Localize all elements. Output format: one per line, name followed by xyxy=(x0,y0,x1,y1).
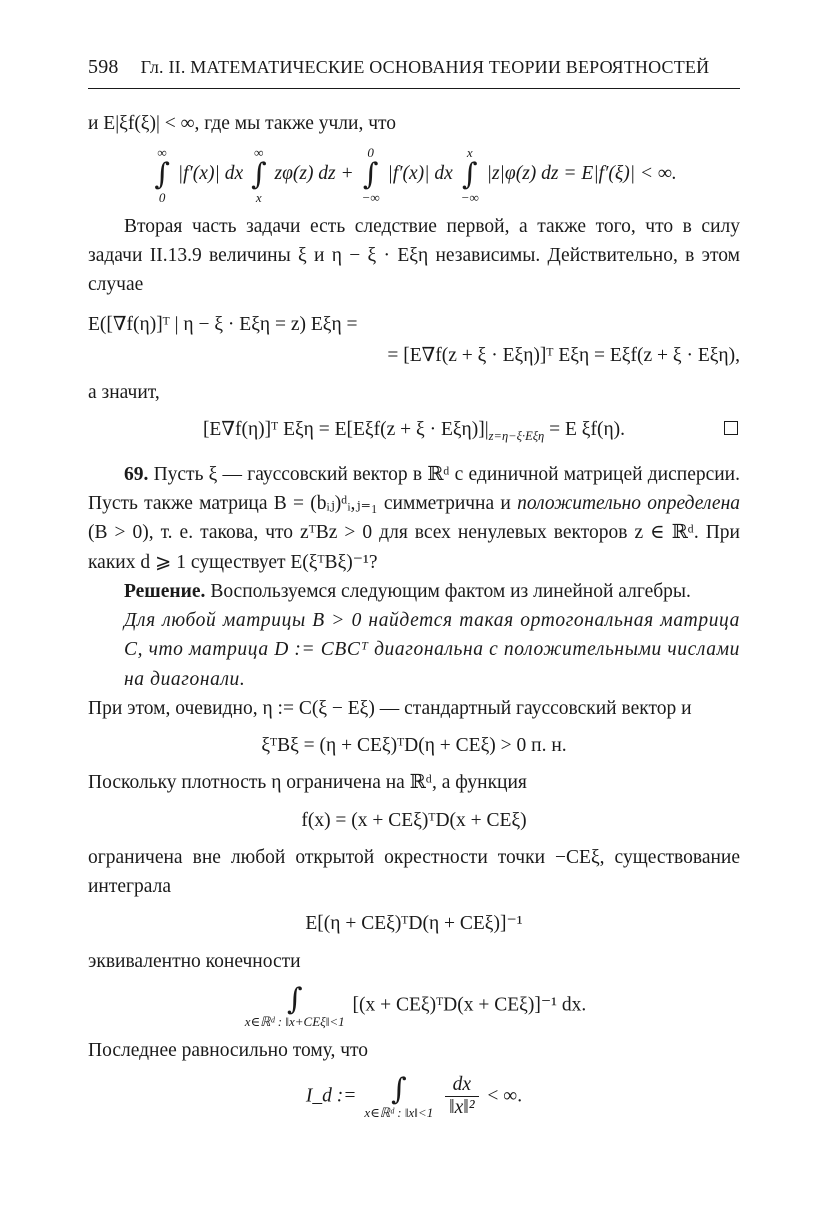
equation-8: I_d := ∫ x∈ℝᵈ : ‖x‖<1 $\frac{dx}{\text{‖x‖²}}$ < ∞. xyxy=(305,1072,523,1120)
qed-square-icon xyxy=(724,421,738,435)
problem-69: 69. Пусть ξ — гауссовский вектор в ℝᵈ с единичной матрицей дисперсии. Пусть также матрица B = (bᵢⱼ)ᵈᵢ,ⱼ₌₁ симметрична и положительно определена (B > 0), т. е. такова, что zᵀBz > 0 для всех ненулевых векторов z ∈ ℝᵈ. При каких d ⩾ 1 существует E(ξᵀBξ)⁻¹? xyxy=(88,463,741,573)
equation-2-line-1: E([∇f(η)]ᵀ | η − ξ · Eξη = z) Eξη = xyxy=(88,313,358,335)
paragraph-8: ограничена вне любой открытой окрестности точки −CEξ, существование интеграла xyxy=(88,846,740,898)
paragraph-10: Последнее равносильно тому, что xyxy=(88,1040,369,1062)
paragraph-3: а значит, xyxy=(88,382,160,403)
running-header xyxy=(88,52,740,89)
equation-2-line-2: = [E∇f(z + ξ · Eξη)]ᵀ Eξη = Eξf(z + ξ · Eξη), xyxy=(387,344,740,366)
theorem-statement: Для любой матрицы B > 0 найдется такая ортогональная матрица C, что матрица D := CBCᵀ диагональна с положительными числами на диагонали. xyxy=(124,610,740,690)
paragraph-1: и E|ξf(ξ)| < ∞, где мы также учли, что xyxy=(88,113,397,134)
solution-label: Решение. xyxy=(124,580,206,602)
paragraph-6: При этом, очевидно, η := C(ξ − Eξ) — стандартный гауссовский вектор и xyxy=(88,697,692,719)
paragraph-9: эквивалентно конечности xyxy=(88,950,301,972)
integral-domain: ∫ x∈ℝᵈ : ‖x+CEξ‖<1 xyxy=(244,981,345,1030)
paragraph-2: Вторая часть задачи есть следствие первой, а также того, что в силу задачи II.13.9 величины ξ и η − ξ · Eξη независимы. Действительно, в этом случае xyxy=(88,215,740,296)
integral-3: 0 ∫ −∞ xyxy=(361,145,380,205)
equation-3: [E∇f(η)]ᵀ $E\xi\eta = E[E\xi f(z + \xi \cdot E\xi\eta)]|_{z=\eta-\xi\cdot E\xi\eta} = E$ ξf(η). xyxy=(88,415,740,446)
equation-7: ∫ x∈ℝᵈ : ‖x+CEξ‖<1 [(x + CEξ)ᵀD(x + CEξ)]⁻¹ dx. xyxy=(244,981,587,1030)
integral-2: ∞ ∫ x xyxy=(250,145,267,205)
equation-4: ξᵀBξ = (η + CEξ)ᵀD(η + CEξ) > 0 п. н. xyxy=(261,735,567,757)
integral-4: x ∫ −∞ xyxy=(460,145,479,205)
equation-6: E[(η + CEξ)ᵀD(η + CEξ)]⁻¹ xyxy=(305,913,523,935)
fraction: $\frac{dx}{\text{‖x‖²}}$ xyxy=(445,1074,478,1120)
problem-number: 69. xyxy=(124,463,149,485)
solution-paragraph: Решение. Воспользуемся следующим фактом из линейной алгебры. xyxy=(124,580,691,602)
book-page xyxy=(88,52,740,1127)
page-number: 598 xyxy=(88,56,119,78)
equation-1: ∞ ∫ 0 |f′(x)| dx ∞ ∫ x zφ(z) dz + 0 ∫ −∞ |f′(x)| dx x ∫ −∞ |z|φ(z) dz = E|f′(ξ)| < ∞. xyxy=(154,145,677,205)
chapter-title: Гл. II. МАТЕМАТИЧЕСКИЕ ОСНОВАНИЯ ТЕОРИИ ВЕРОЯТНОСТЕЙ xyxy=(140,57,710,77)
integral-1: ∞ ∫ 0 xyxy=(154,145,170,205)
equation-5: f(x) = (x + CEξ)ᵀD(x + CEξ) xyxy=(301,809,527,831)
paragraph-7: Поскольку плотность η ограничена на ℝᵈ, а функция xyxy=(88,772,527,794)
integral-ball: ∫ x∈ℝᵈ : ‖x‖<1 xyxy=(364,1072,434,1120)
